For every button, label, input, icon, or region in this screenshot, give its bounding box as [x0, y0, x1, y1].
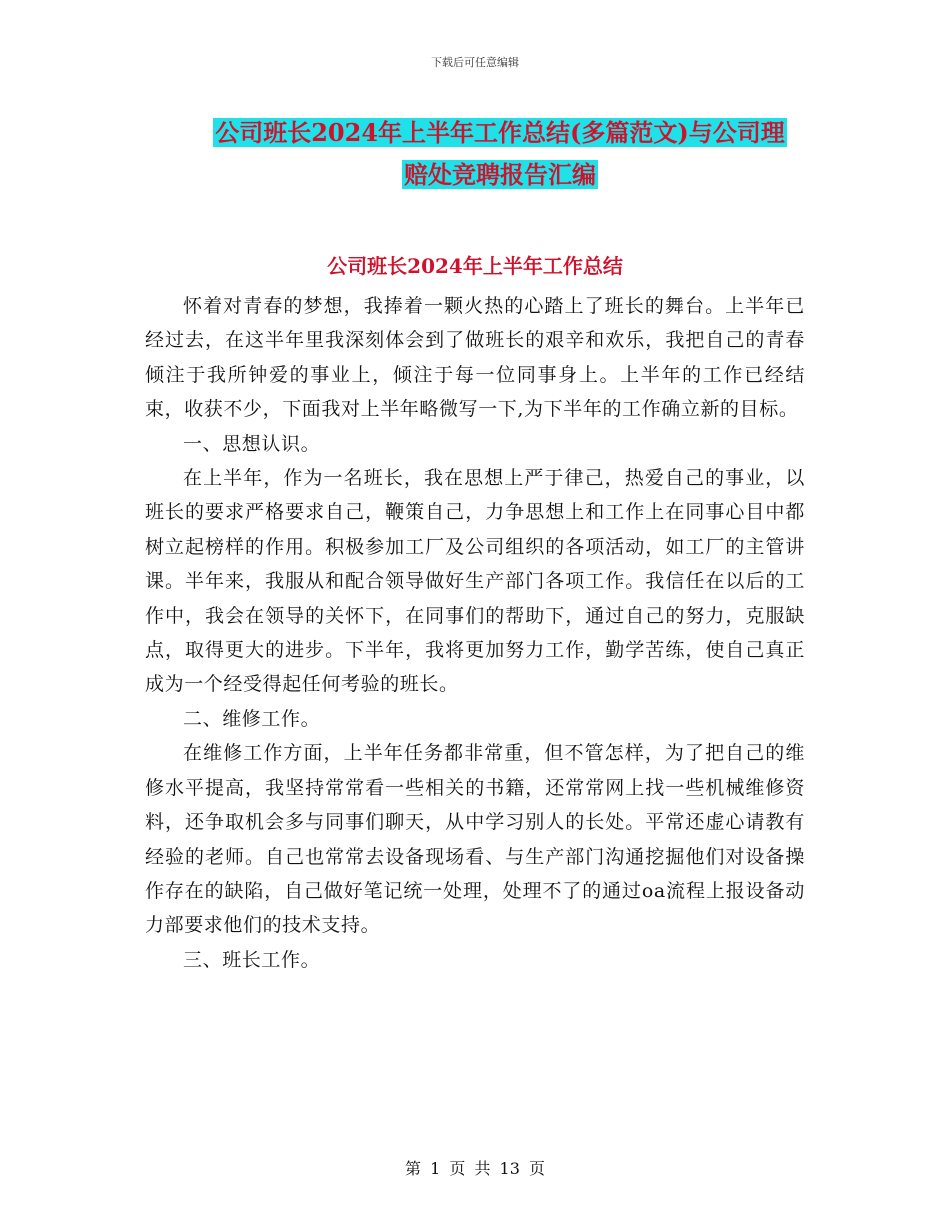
header-note: 下载后可任意编辑 — [431, 56, 519, 69]
document-title — [140, 112, 860, 196]
paragraph-maintenance: 在维修工作方面，上半年任务都非常重，但不管怎样，为了把自己的维修水平提高，我坚持常常看一些相关的书籍，还常常网上找一些机械维修资料，还争取机会多与同事们聊天，从中学习别人的长处。平常还虚心请教有经验的老师。自己也常常去设备现场看、与生产部门沟通挖掘他们对设备操作存在的缺陷，自己做好笔记统一处理，处理不了的通过oa流程上报设备动力部要求他们的技术支持。 — [145, 742, 805, 937]
paragraph-thinking: 在上半年，作为一名班长，我在思想上严于律己，热爱自己的事业，以班长的要求严格要求自己，鞭策自己，力争思想上和工作上在同事心目中都树立起榜样的作用。积极参加工厂及公司组织的各项活动，如工厂的主管讲课。半年来，我服从和配合领导做好生产部门各项工作。我信任在以后的工作中，我会在领导的关怀下，在同事们的帮助下，通过自己的努力，克服缺点，取得更大的进步。下半年，我将更加努力工作，勤学苦练，使自己真正成为一个经受得起任何考验的班长。 — [145, 467, 805, 696]
document-body — [145, 289, 805, 977]
paragraph-intro: 怀着对青春的梦想，我捧着一颗火热的心踏上了班长的舞台。上半年已经过去，在这半年里我深刻体会到了做班长的艰辛和欢乐，我把自己的青春倾注于我所钟爱的事业上，倾注于每一位同事身上。上半年的工作已经结束，收获不少，下面我对上半年略微写一下,为下半年的工作确立新的目标。 — [145, 295, 805, 421]
heading-thinking: 一、思想认识。 — [183, 432, 321, 455]
page-number: 第 1 页 共 13 页 — [405, 1159, 545, 1178]
heading-maintenance: 二、维修工作。 — [183, 707, 321, 730]
section-title: 公司班长2024年上半年工作总结 — [327, 254, 623, 278]
heading-monitor-work: 三、班长工作。 — [183, 948, 321, 971]
document-title-line-1: 公司班长2024年上半年工作总结(多篇范文)与公司理 — [215, 118, 785, 147]
document-title-line-2: 赔处竞聘报告汇编 — [404, 160, 596, 189]
